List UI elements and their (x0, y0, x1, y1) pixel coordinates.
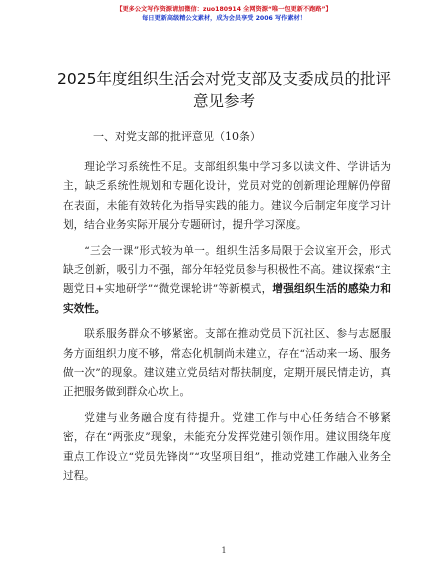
document-body (63, 128, 391, 493)
section-heading: 一、对党支部的批评意见（10条） (93, 130, 261, 143)
paragraph-4: 党建与业务融合度有待提升。党建工作与中心任务结合不够紧密，存在“两张皮”现象，未能充分发挥党建引领作用。建议围绕年度重点工作设立“党员先锋岗”“攻坚项目组”，推动党建工作融入业务全过程。 (63, 411, 391, 483)
promo-line-1: 【更多公文写作资源请加微信：zuo180914 全网资源“唯一包更新不跑路”】 (116, 6, 332, 13)
paragraph-2-emphasis: 增强组织生活的感染力和实效性。 (63, 283, 392, 315)
promo-line-2: 每日更新高级精公文素材，成为会员享受 2006 写作素材！ (142, 15, 306, 22)
paragraph-2: “三会一课”形式较为单一。组织生活多局限于会议室开会，形式缺乏创新，吸引力不强，部分年轻党员参与积极性不高。建议探索“主题党日+实地研学”“微党课轮讲”等新模式，增强组织生活的感染力和实效性。 (63, 244, 392, 315)
paragraph-3: 联系服务群众不够紧密。支部在推动党员下沉社区、参与志愿服务方面组织力度不够，常态化机制尚未建立，存在“活动来一场、服务做一次”的现象。建议建立党员结对帮扶制度，定期开展民情走访，真正把服务做到群众心坎上。 (63, 328, 391, 399)
promo-banner (0, 5, 448, 23)
paragraph-1: 理论学习系统性不足。支部组织集中学习多以读文件、学讲话为主，缺乏系统性规划和专题化设计，党员对党的创新理论理解仍停留在表面，未能有效转化为指导实践的能力。建议今后制定年度学习计划，结合业务实际开展分专题研讨，提升学习深度。 (63, 161, 391, 232)
page-number: 1 (221, 546, 227, 555)
document-title: 2025年度组织生活会对党支部及支委成员的批评意见参考 (57, 70, 391, 110)
